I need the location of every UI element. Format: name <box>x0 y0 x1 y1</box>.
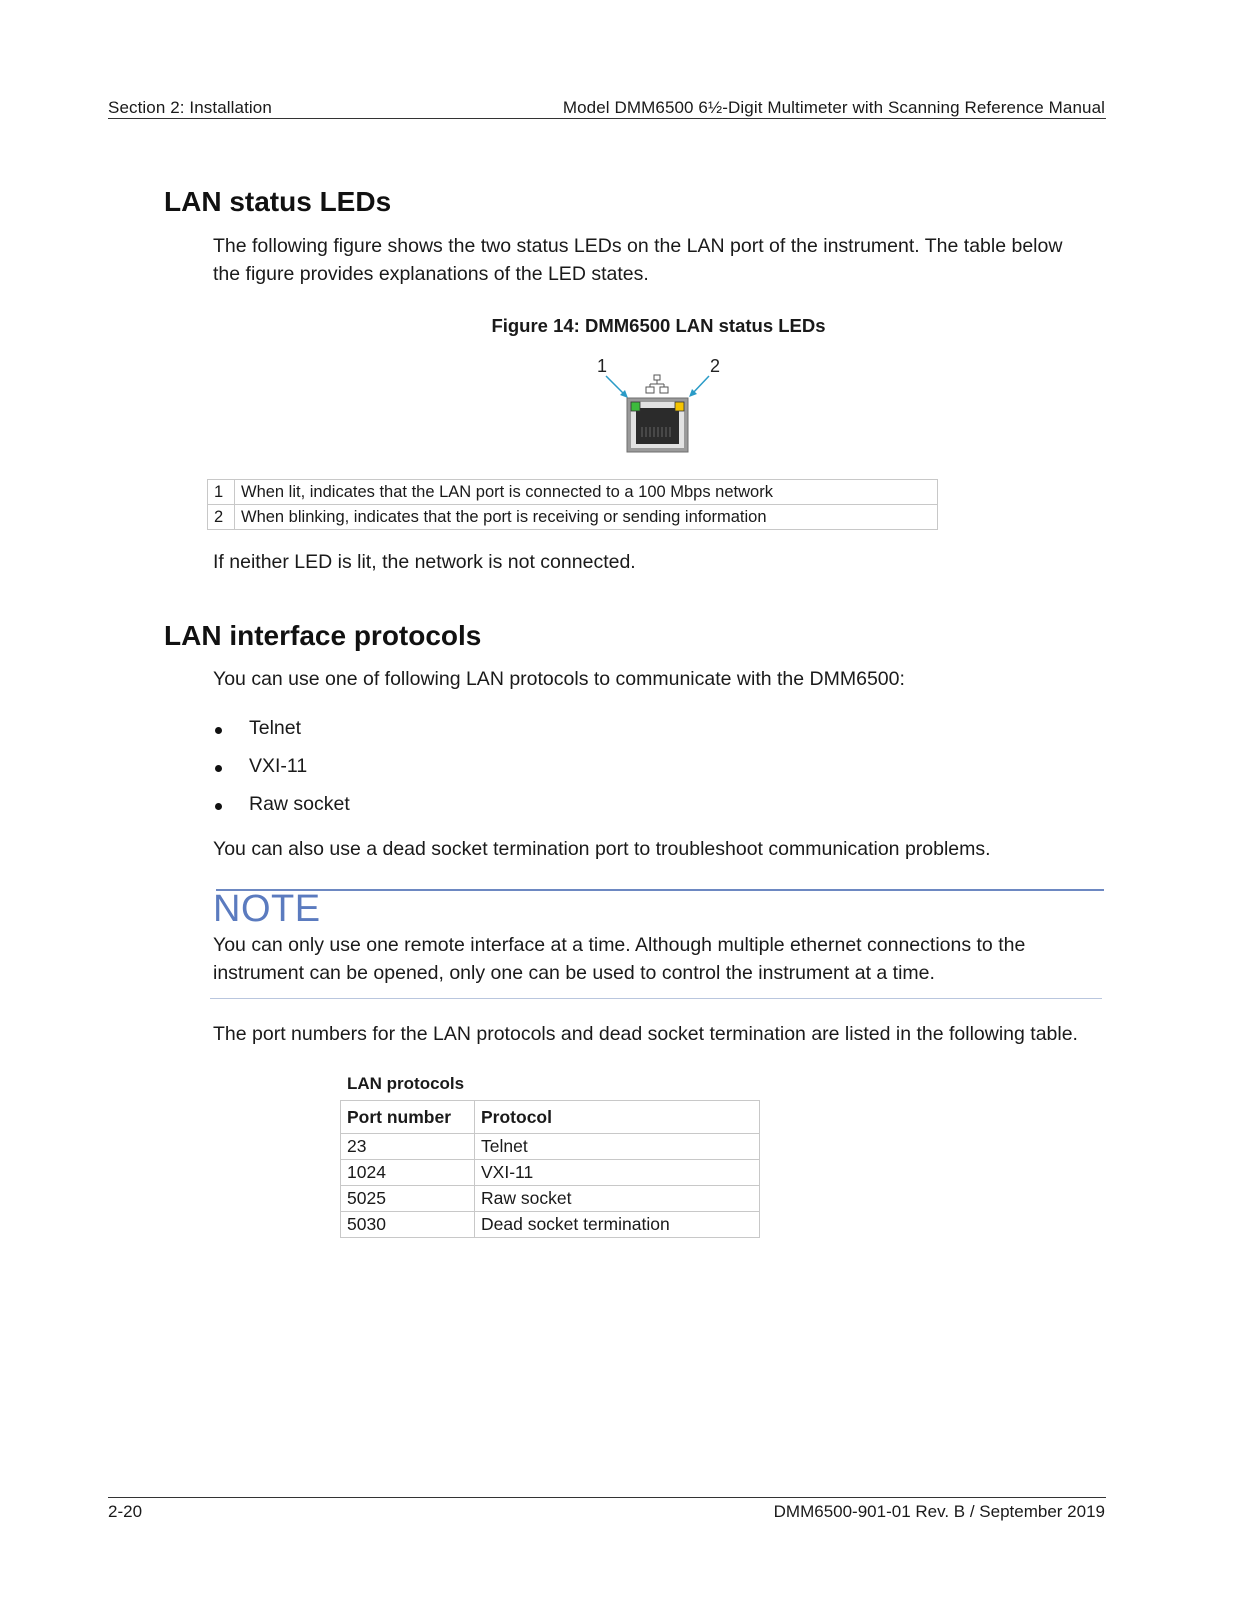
section-title-lan-status-leds: LAN status LEDs <box>164 186 392 217</box>
protocol-cell: Dead socket termination <box>475 1212 760 1238</box>
bullet-icon <box>215 727 222 734</box>
note-title: NOTE <box>213 888 321 930</box>
section-title-lan-interface-protocols: LAN interface protocols <box>164 620 482 651</box>
led-2-yellow <box>675 402 684 411</box>
port-numbers-intro: The port numbers for the LAN protocols and dead socket termination are listed in the following table. <box>213 1023 1078 1045</box>
note-line2: instrument can be opened, only one can be used to control the instrument at a time. <box>213 962 935 984</box>
dead-socket-sentence: You can also use a dead socket termination port to troubleshoot communication problems. <box>213 838 991 860</box>
note-top-rule <box>216 889 1104 891</box>
note-bottom-rule <box>210 998 1102 999</box>
bullet-text: Raw socket <box>249 793 350 815</box>
table-row <box>341 1186 760 1212</box>
led-1-green <box>631 402 640 411</box>
led-state-table <box>207 479 938 530</box>
section2-intro: You can use one of following LAN protocols to communicate with the DMM6500: <box>213 668 905 690</box>
callout-2: 2 <box>710 356 721 376</box>
led-number-cell: 2 <box>208 505 235 530</box>
port-number-cell: 1024 <box>341 1160 475 1186</box>
header-section-label: Section 2: Installation <box>108 98 272 117</box>
bullet-icon <box>215 765 222 772</box>
protocol-cell: VXI-11 <box>475 1160 760 1186</box>
port-number-cell: 23 <box>341 1134 475 1160</box>
network-icon <box>646 375 668 393</box>
document-revision: DMM6500-901-01 Rev. B / September 2019 <box>773 1502 1105 1521</box>
port-number-cell: 5025 <box>341 1186 475 1212</box>
footer-rule <box>108 1497 1106 1498</box>
callout-arrow-1 <box>606 376 625 395</box>
bullet-icon <box>215 803 222 810</box>
header-manual-title: Model DMM6500 6½-Digit Multimeter with Scanning Reference Manual <box>562 98 1105 117</box>
protocol-cell: Telnet <box>475 1134 760 1160</box>
note-line1: You can only use one remote interface at a time. Although multiple ethernet connections to the <box>213 934 1026 956</box>
callout-1: 1 <box>597 356 608 376</box>
port-latch <box>648 438 667 444</box>
table-row <box>341 1212 760 1238</box>
figure-caption: Figure 14: DMM6500 LAN status LEDs <box>491 315 826 336</box>
table-row <box>341 1134 760 1160</box>
led-number-cell: 1 <box>208 480 235 505</box>
section1-intro-line1: The following figure shows the two status LEDs on the LAN port of the instrument. The table below <box>213 235 1063 257</box>
header-rule <box>108 118 1106 119</box>
bullet-text: VXI-11 <box>249 755 308 777</box>
lan-protocols-table <box>340 1100 760 1238</box>
page-number: 2-20 <box>108 1502 143 1521</box>
led-description-cell: When lit, indicates that the LAN port is connected to a 100 Mbps network <box>235 480 938 505</box>
table-caption: LAN protocols <box>347 1074 465 1093</box>
column-header-protocol: Protocol <box>475 1101 760 1134</box>
table-row <box>341 1160 760 1186</box>
protocol-cell: Raw socket <box>475 1186 760 1212</box>
port-number-cell: 5030 <box>341 1212 475 1238</box>
table-row <box>208 480 938 505</box>
no-led-lit-note: If neither LED is lit, the network is not connected. <box>213 551 636 573</box>
bullet-text: Telnet <box>249 717 302 739</box>
column-header-port-number: Port number <box>341 1101 475 1134</box>
table-header-row <box>341 1101 760 1134</box>
callout-arrow-2 <box>692 376 709 394</box>
section1-intro-line2: the figure provides explanations of the LED states. <box>213 263 649 285</box>
led-description-cell: When blinking, indicates that the port is receiving or sending information <box>235 505 938 530</box>
table-row <box>208 505 938 530</box>
lan-port-figure <box>588 352 728 456</box>
